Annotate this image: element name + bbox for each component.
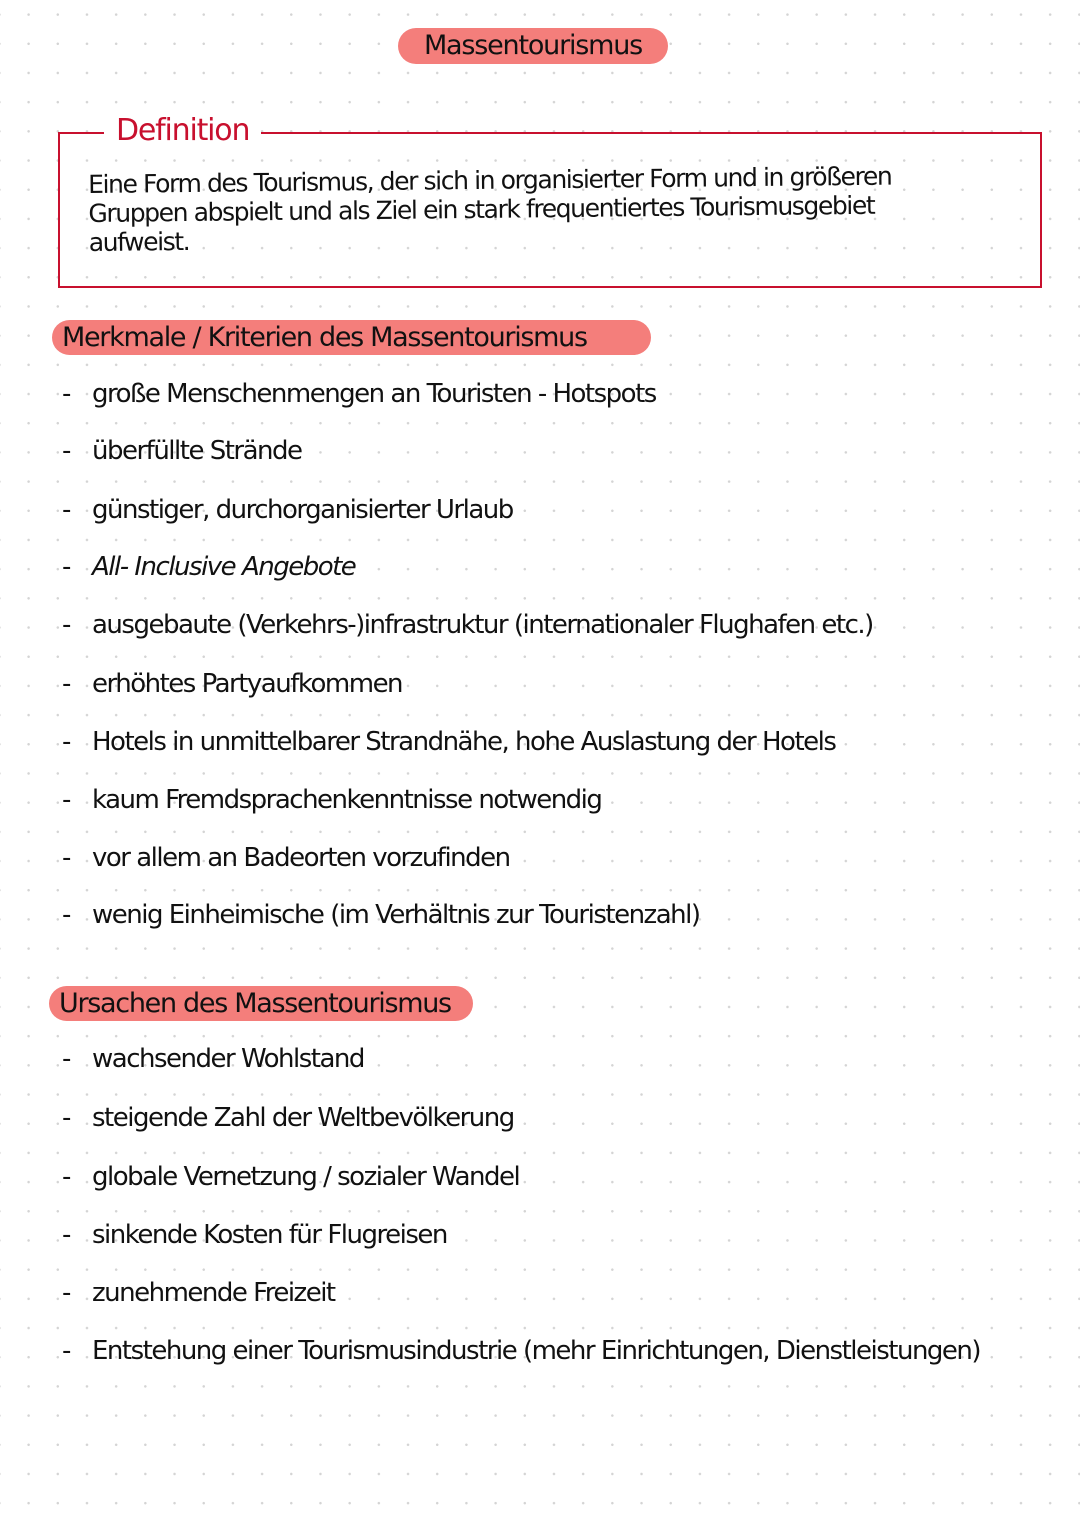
list-item: - erhöhtes Partyaufkommen	[62, 669, 403, 699]
bullet-dash: -	[62, 1103, 70, 1133]
list-item: - große Menschenmengen an Touristen - Hotspots	[62, 379, 656, 409]
bullet-dash: -	[62, 1220, 70, 1250]
bullet-dash: -	[62, 610, 70, 640]
list-item: - günstiger, durchorganisierter Urlaub	[62, 495, 513, 525]
list-item: - globale Vernetzung / sozialer Wandel	[62, 1162, 520, 1192]
list-item: - wenig Einheimische (im Verhältnis zur Touristenzahl)	[62, 900, 700, 930]
list-item: - kaum Fremdsprachenkenntnisse notwendig	[62, 785, 602, 815]
section-heading-ursachen: Ursachen des Massentourismus	[49, 986, 473, 1021]
definition-line: Gruppen abspielt und als Ziel ein stark frequentiertes Tourismusgebiet	[88, 190, 875, 228]
list-item: - vor allem an Badeorten vorzufinden	[62, 843, 510, 873]
bullet-dash: -	[62, 1162, 70, 1192]
list-item: - sinkende Kosten für Flugreisen	[62, 1220, 447, 1250]
list-item: - All- Inclusive Angebote	[62, 552, 356, 582]
bullet-dash: -	[62, 436, 70, 466]
definition-line: Eine Form des Tourismus, der sich in organisierter Form und in größeren	[88, 161, 892, 199]
bullet-dash: -	[62, 379, 70, 409]
bullet-dash: -	[62, 1044, 70, 1074]
definition-label: Definition	[104, 113, 261, 149]
list-item: - steigende Zahl der Weltbevölkerung	[62, 1103, 514, 1133]
bullet-dash: -	[62, 1278, 70, 1308]
list-item: - zunehmende Freizeit	[62, 1278, 335, 1308]
section-heading-merkmale: Merkmale / Kriterien des Massentourismus	[52, 320, 651, 355]
bullet-dash: -	[62, 785, 70, 815]
definition-line: aufweist.	[88, 226, 190, 257]
bullet-dash: -	[62, 843, 70, 873]
bullet-dash: -	[62, 727, 70, 757]
list-item: - Hotels in unmittelbarer Strandnähe, hohe Auslastung der Hotels	[62, 727, 836, 757]
bullet-dash: -	[62, 900, 70, 930]
list-item: - überfüllte Strände	[62, 436, 302, 466]
bullet-dash: -	[62, 1336, 70, 1366]
list-item: - Entstehung einer Tourismusindustrie (mehr Einrichtungen, Dienstleistungen)	[62, 1336, 981, 1366]
list-item: - wachsender Wohlstand	[62, 1044, 364, 1074]
page-title: Massentourismus	[398, 28, 668, 64]
bullet-dash: -	[62, 669, 70, 699]
bullet-dash: -	[62, 495, 70, 525]
definition-text	[88, 160, 1034, 257]
bullet-dash: -	[62, 552, 70, 582]
list-item: - ausgebaute (Verkehrs-)infrastruktur (internationaler Flughafen etc.)	[62, 610, 873, 640]
